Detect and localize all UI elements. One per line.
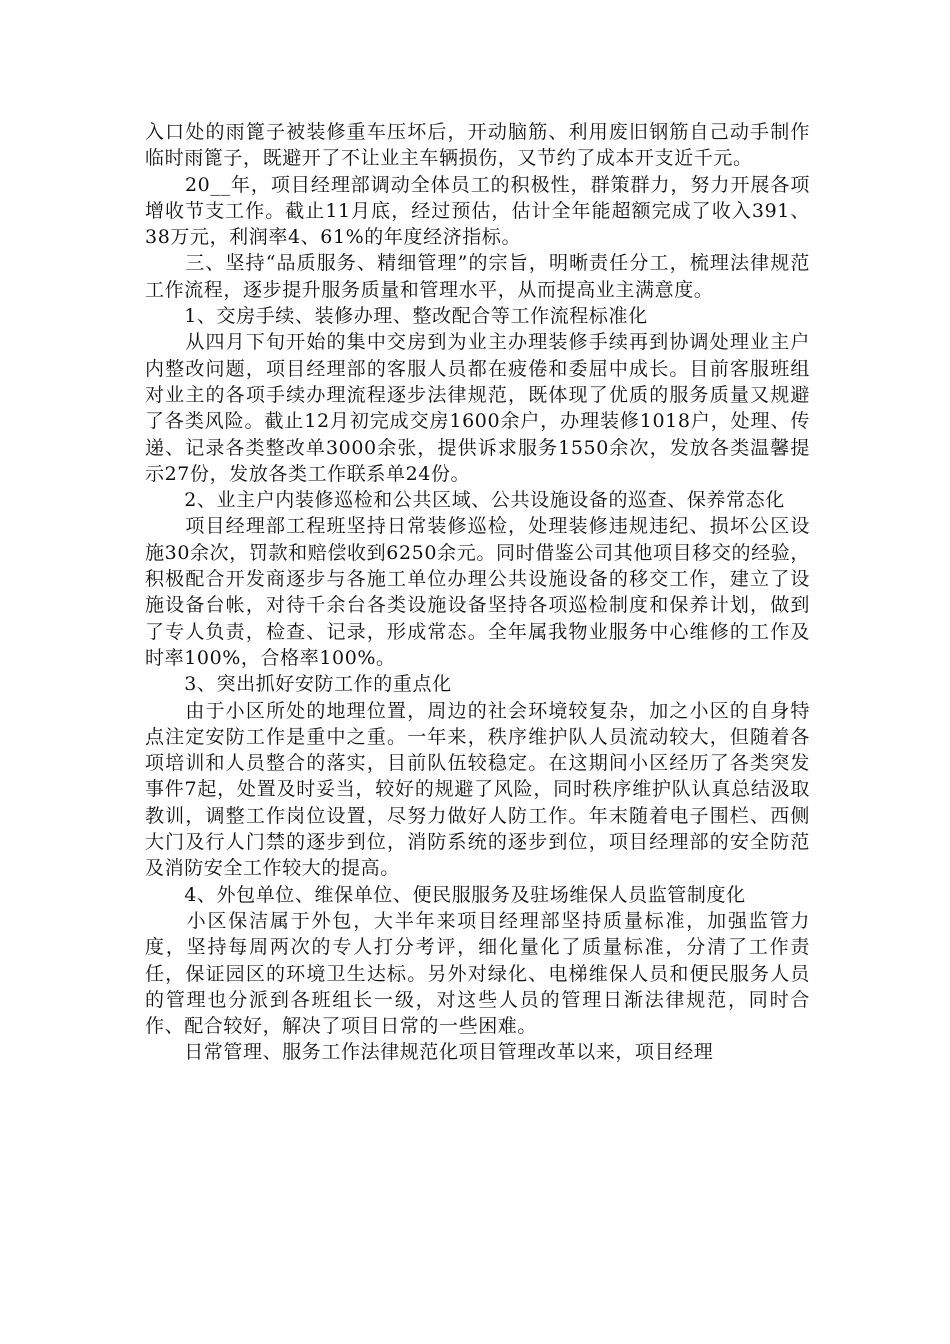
paragraph-item-2-heading: 2、业主户内装修巡检和公共区域、公共设施设备的巡查、保养常态化 — [145, 489, 785, 512]
paragraph-annual-economic-indicators: 20__年，项目经理部调动全体员工的积极性，群策群力，努力开展各项增收节支工作。截止11月底，经过预估，估计全年能超额完成了收入391、38万元，利润率4、61%的年度经济指标。 — [145, 173, 810, 249]
paragraph-item-3-body: 由于小区所处的地理位置，周边的社会环境较复杂，加之小区的自身特点注定安防工作是重中之重。一年来，秩序维护队人员流动较大，但随着各项培训和人员整合的落实，目前队伍较稳定。在这期间小区经历了各类突发事件7起，处置及时妥当，较好的规避了风险，同时秩序维护队认真总结汲取教训，调整工作岗位设置，尽努力做好人防工作。年末随着电子围栏、西侧大门及行人门禁的逐步到位，消防系统的逐步到位，项目经理部的安全防范及消防安全工作较大的提高。 — [145, 699, 810, 880]
paragraph-section-three-heading: 三、坚持“品质服务、精细管理”的宗旨，明晰责任分工，梳理法律规范工作流程，逐步提升服务质量和管理水平，从而提高业主满意度。 — [145, 252, 810, 301]
paragraph-item-2-body: 项目经理部工程班坚持日常装修巡检，处理装修违规违纪、损坏公区设施30余次，罚款和赔偿收到6250余元。同时借鉴公司其他项目移交的经验，积极配合开发商逐步与各施工单位办理公共设施设备的移交工作，建立了设施设备台帐，对待千余台各类设施设备坚持各项巡检制度和保养计划，做到了专人负责，检查、记录，形成常态。全年属我物业服务中心维修的工作及时率100%，合格率100%。 — [145, 515, 810, 669]
paragraph-item-1-body: 从四月下旬开始的集中交房到为业主办理装修手续再到协调处理业主户内整改问题，项目经理部的客服人员都在疲倦和委屈中成长。目前客服班组对业主的各项手续办理流程逐步法律规范，既体现了优质的服务质量又规避了各类风险。截止12月初完成交房1600余户，办理装修1018户，处理、传递、记录各类整改单3000余张，提供诉求服务1550余次，发放各类温馨提示27份，发放各类工作联系单24份。 — [145, 331, 810, 485]
paragraph-item-1-heading: 1、交房手续、装修办理、整改配合等工作流程标准化 — [145, 305, 648, 328]
paragraph-item-3-heading: 3、突出抓好安防工作的重点化 — [145, 673, 452, 696]
paragraph-item-4-body: 小区保洁属于外包，大半年来项目经理部坚持质量标准，加强监管力度，坚持每周两次的专人打分考评，细化量化了质量标准，分清了工作责任，保证园区的环境卫生达标。另外对绿化、电梯维保人员和便民服务人员的管理也分派到各班组长一级，对这些人员的管理日渐法律规范，同时合作、配合较好，解决了项目日常的一些困难。 — [145, 909, 810, 1038]
document-body — [145, 119, 810, 1066]
paragraph-item-4-heading: 4、外包单位、维保单位、便民服服务及驻场维保人员监管制度化 — [145, 883, 746, 906]
paragraph-daily-management: 日常管理、服务工作法律规范化项目管理改革以来，项目经理 — [145, 1041, 714, 1064]
paragraph-rain-grate: 入口处的雨篦子被装修重车压坏后，开动脑筋、利用废旧钢筋自己动手制作临时雨篦子，既避开了不让业主车辆损伤，又节约了成本开支近千元。 — [145, 121, 810, 170]
